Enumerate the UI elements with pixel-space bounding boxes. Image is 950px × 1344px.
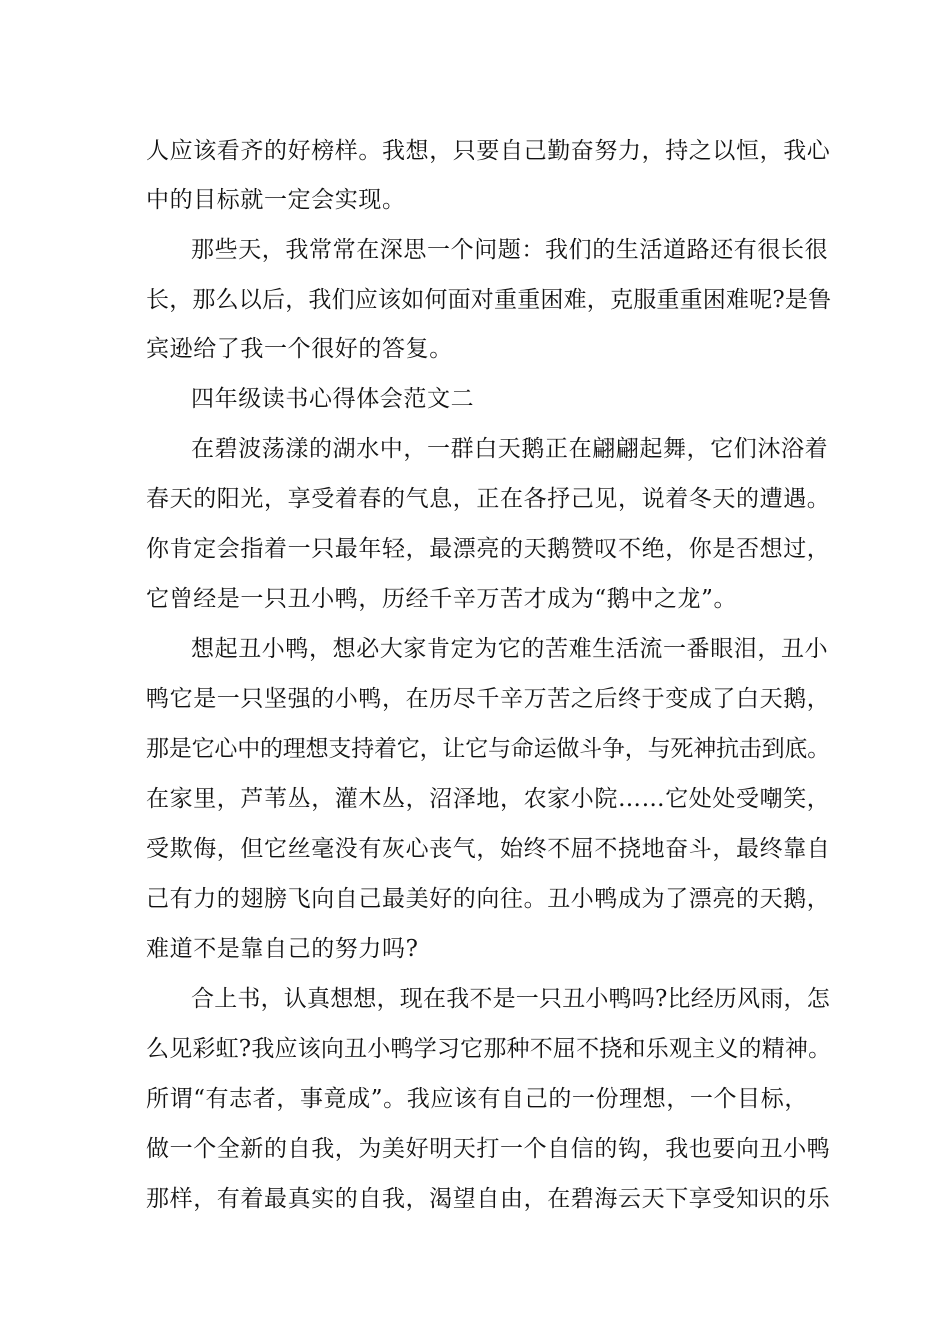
text-line: 中的目标就一定会实现。 [146, 187, 406, 213]
paragraph-start-line: 在碧波荡漾的湖水中，一群白天鹅正在翩翩起舞，它们沐浴着 [191, 436, 829, 462]
paragraph-start-line: 合上书，认真想想，现在我不是一只丑小鸭吗?比经历风雨，怎 [191, 986, 830, 1012]
text-line: 它曾经是一只丑小鸭，历经千辛万苦才成为“鹅中之龙”。 [146, 586, 738, 612]
text-line: 难道不是靠自己的努力吗? [146, 936, 419, 962]
paragraph-start-line: 那些天，我常常在深思一个问题：我们的生活道路还有很长很 [191, 237, 829, 263]
text-line: 鸭它是一只坚强的小鸭，在历尽千辛万苦之后终于变成了白天鹅， [146, 686, 831, 712]
text-line: 在家里，芦苇丛，灌木丛，沼泽地，农家小院……它处处受嘲笑， [146, 786, 831, 812]
text-line: 么见彩虹?我应该向丑小鸭学习它那种不屈不挠和乐观主义的精神。 [146, 1036, 832, 1062]
text-line: 受欺侮，但它丝毫没有灰心丧气，始终不屈不挠地奋斗，最终靠自 [146, 836, 831, 862]
text-line: 己有力的翅膀飞向自己最美好的向往。丑小鸭成为了漂亮的天鹅， [146, 886, 831, 912]
text-line: 长，那么以后，我们应该如何面对重重困难，克服重重困难呢?是鲁 [146, 287, 832, 313]
text-line: 那样，有着最真实的自我，渴望自由，在碧海云天下享受知识的乐 [146, 1186, 831, 1212]
text-line: 所谓“有志者，事竟成”。我应该有自己的一份理想，一个目标， [146, 1086, 808, 1112]
paragraph-start-line: 想起丑小鸭，想必大家肯定为它的苦难生活流一番眼泪，丑小 [191, 636, 829, 662]
text-line: 人应该看齐的好榜样。我想，只要自己勤奋努力，持之以恒，我心 [146, 138, 831, 164]
section-heading: 四年级读书心得体会范文二 [191, 386, 475, 412]
text-line: 那是它心中的理想支持着它，让它与命运做斗争，与死神抗击到底。 [146, 736, 831, 762]
text-line: 春天的阳光，享受着春的气息，正在各抒己见，说着冬天的遭遇。 [146, 486, 831, 512]
text-line: 宾逊给了我一个很好的答复。 [146, 336, 453, 362]
text-line: 你肯定会指着一只最年轻，最漂亮的天鹅赞叹不绝，你是否想过， [146, 536, 831, 562]
text-line: 做一个全新的自我，为美好明天打一个自信的钩，我也要向丑小鸭 [146, 1136, 831, 1162]
